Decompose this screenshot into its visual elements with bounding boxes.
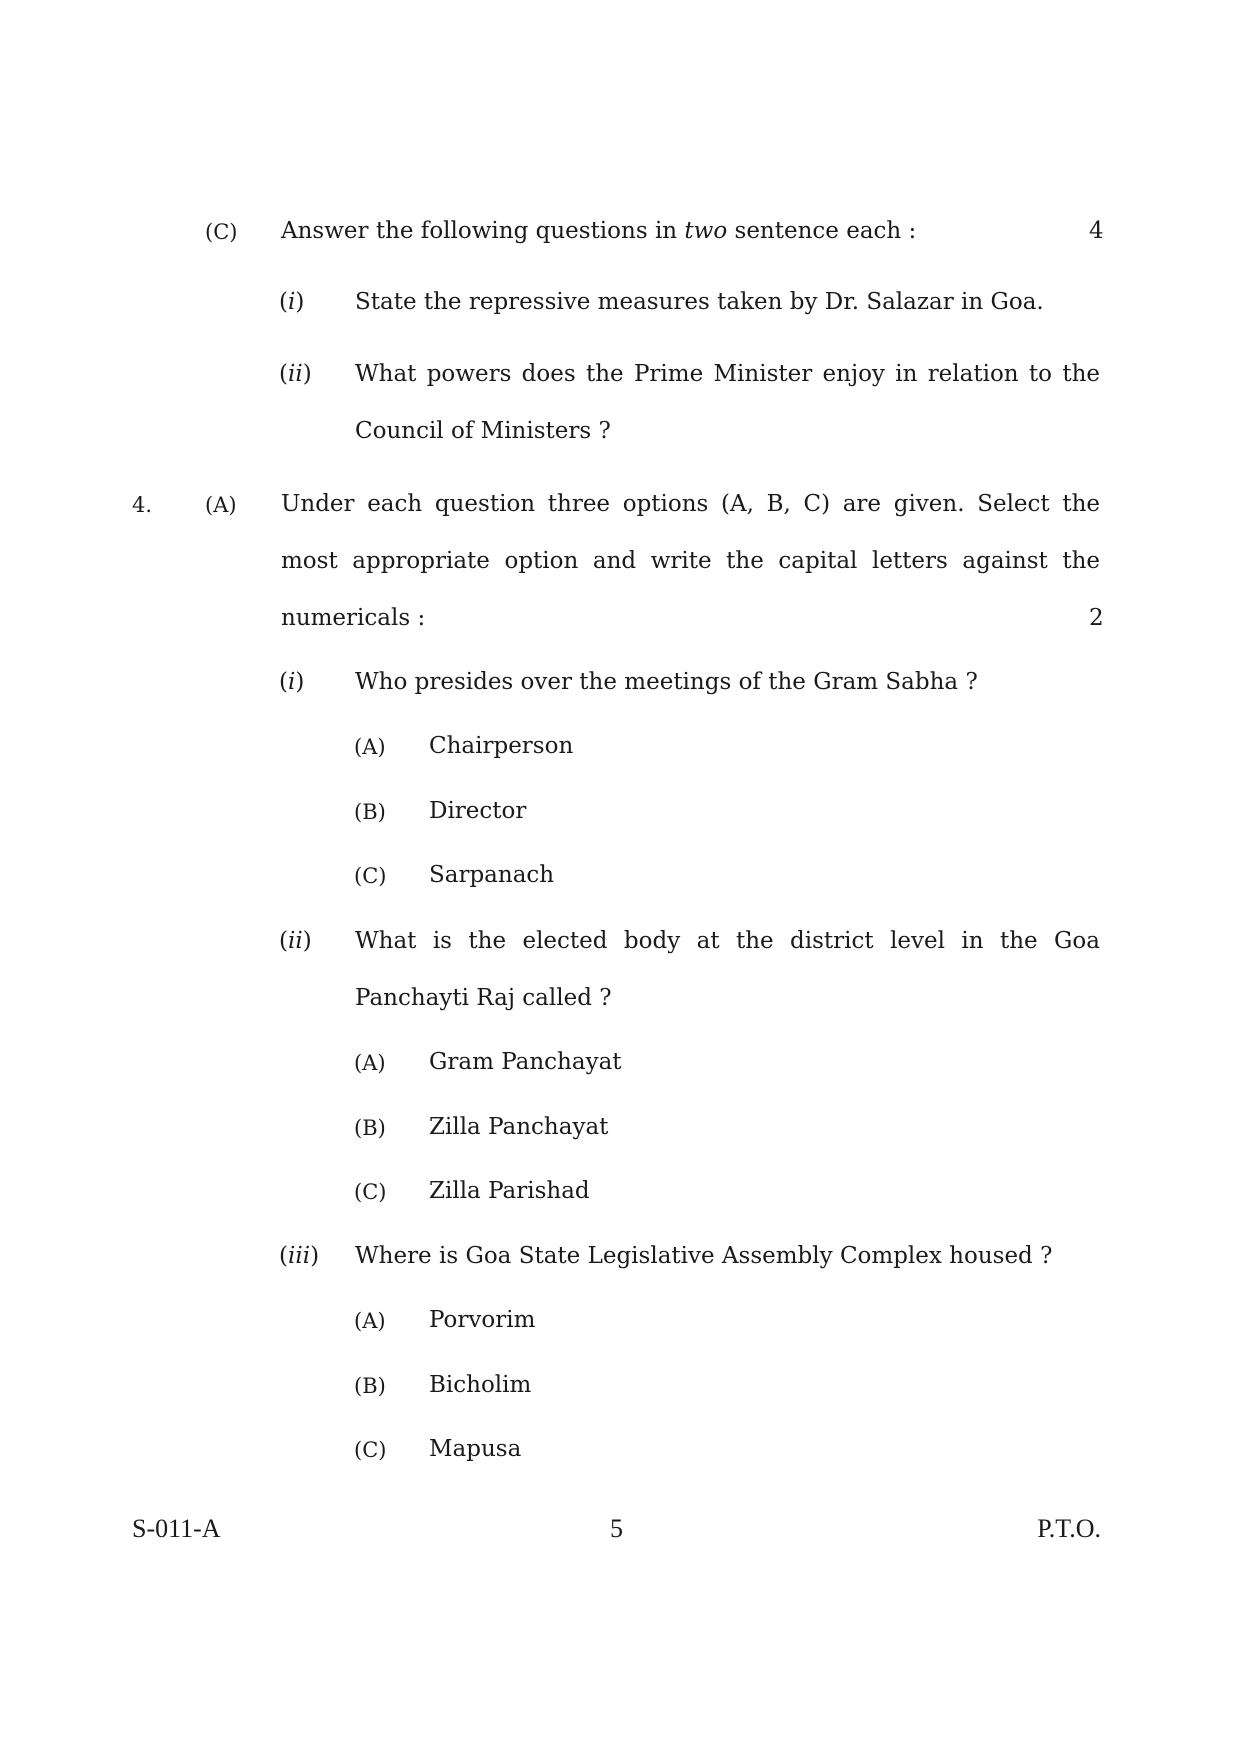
- option-letter: (A): [354, 735, 386, 759]
- mcq-label-num: iii: [287, 1243, 311, 1269]
- option-letter: (B): [354, 1116, 386, 1140]
- mcq-question: Panchayti Raj called ?: [355, 985, 612, 1011]
- pto-label: P.T.O.: [1037, 1514, 1101, 1543]
- option-text: Zilla Parishad: [429, 1178, 590, 1204]
- section-c-label: (C): [205, 220, 238, 244]
- mcq-label: (i): [279, 669, 305, 695]
- option-text: Bicholim: [429, 1372, 532, 1398]
- option-letter: (B): [354, 800, 386, 824]
- instruction-emphasis: two: [684, 218, 728, 244]
- page-number: 5: [610, 1514, 623, 1543]
- question-label: (ii): [279, 361, 312, 387]
- paper-code: S-011-A: [132, 1514, 221, 1543]
- option-text: Chairperson: [429, 733, 574, 759]
- question-number: 4.: [132, 493, 153, 517]
- option-letter: (C): [354, 1180, 387, 1204]
- mcq-question: Where is Goa State Legislative Assembly Complex housed ?: [355, 1243, 1053, 1269]
- question-text: What powers does the Prime Minister enjoy in relation to the: [355, 361, 1100, 387]
- mcq-label: (ii): [279, 928, 312, 954]
- option-letter: (B): [354, 1374, 386, 1398]
- question-4-instruction: numericals :: [281, 605, 426, 631]
- question-text: State the repressive measures taken by Dr. Salazar in Goa.: [355, 289, 1044, 315]
- option-letter: (C): [354, 1438, 387, 1462]
- instruction-text-end: sentence each :: [727, 218, 917, 244]
- option-text: Porvorim: [429, 1307, 536, 1333]
- question-4-instruction: Under each question three options (A, B, C) are given. Select the: [281, 491, 1100, 517]
- mcq-question: What is the elected body at the district level in the Goa: [355, 928, 1100, 954]
- option-text: Mapusa: [429, 1436, 522, 1462]
- option-letter: (A): [354, 1309, 386, 1333]
- question-label-num: ii: [287, 361, 303, 387]
- section-c-instruction: [281, 216, 916, 246]
- question-label: (i): [279, 289, 305, 315]
- question-4-part-label: (A): [205, 493, 237, 517]
- option-text: Director: [429, 798, 527, 824]
- question-4-instruction: most appropriate option and write the capital letters against the: [281, 548, 1100, 574]
- question-text: Council of Ministers ?: [355, 418, 611, 444]
- mcq-label-num: i: [287, 669, 296, 695]
- option-letter: (A): [354, 1051, 386, 1075]
- option-text: Sarpanach: [429, 862, 555, 888]
- option-text: Zilla Panchayat: [429, 1114, 609, 1140]
- mcq-label: (iii): [279, 1243, 320, 1269]
- mcq-question: Who presides over the meetings of the Gram Sabha ?: [355, 669, 978, 695]
- question-label-num: i: [287, 289, 296, 315]
- question-4-marks: 2: [1089, 605, 1104, 631]
- option-text: Gram Panchayat: [429, 1049, 622, 1075]
- section-c-marks: 4: [1089, 218, 1104, 244]
- instruction-text: Answer the following questions in: [281, 218, 685, 244]
- mcq-label-num: ii: [287, 928, 303, 954]
- option-letter: (C): [354, 864, 387, 888]
